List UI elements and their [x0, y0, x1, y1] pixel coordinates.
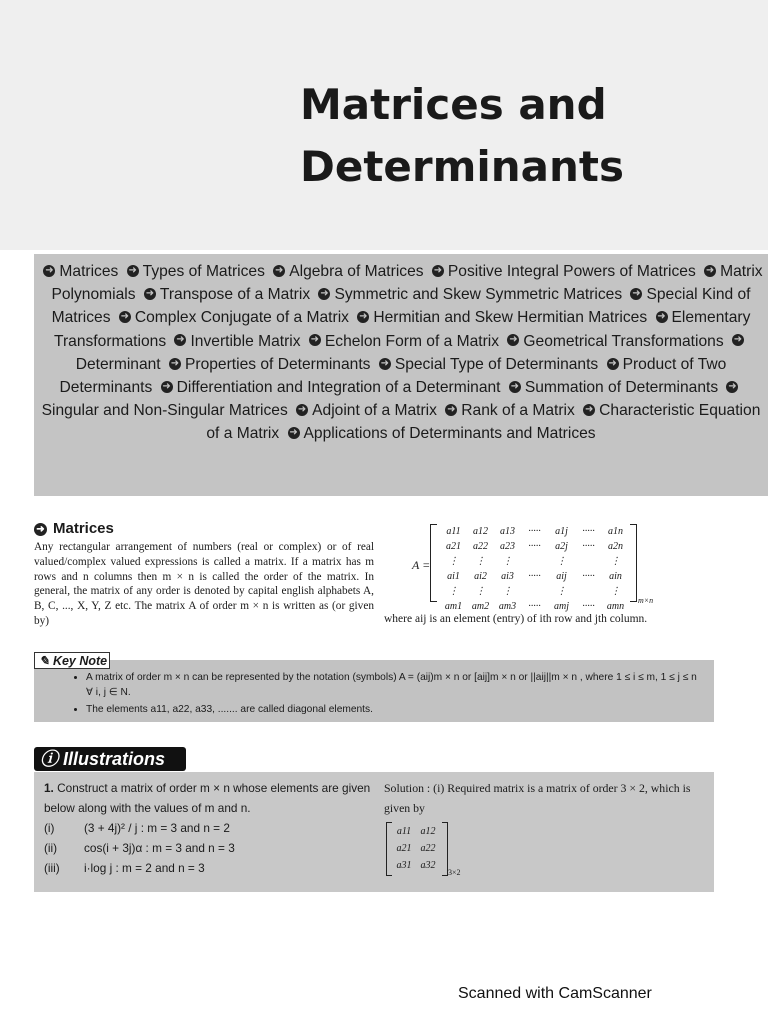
matrix-row — [392, 840, 440, 857]
topic-item: Product of Two Determinants — [59, 355, 727, 397]
part-number: (i) — [44, 821, 55, 835]
problem-1 — [44, 778, 374, 878]
part-number: (ii) — [44, 841, 58, 855]
section-heading-text: Matrices — [53, 520, 114, 537]
matrix-element: a13 — [500, 526, 515, 537]
key-note-label — [34, 652, 110, 669]
matrix-element — [521, 554, 548, 569]
key-note-box — [34, 660, 714, 722]
matrix-element: ····· — [528, 601, 541, 612]
matrix-elements — [440, 524, 629, 614]
arrow-bullet-icon: ➜ — [733, 334, 743, 346]
matrix-element: a11 — [446, 526, 461, 537]
matrix-element: a1j — [555, 526, 568, 537]
arrow-bullet-icon: ➜ — [584, 404, 594, 416]
left-bracket — [430, 524, 437, 602]
matrix-element: ····· — [528, 571, 541, 582]
arrow-bullet-icon: ➜ — [320, 288, 329, 300]
matrix-element: amj — [554, 601, 569, 612]
topic-item: Elementary Transformations — [54, 309, 751, 350]
topic-item: Adjoint of a Matrix — [312, 402, 437, 420]
matrix-element: ····· — [582, 526, 595, 537]
matrix-element: a1n — [608, 526, 623, 537]
matrix-row — [392, 857, 440, 874]
arrow-bullet-icon: ➜ — [34, 523, 47, 536]
topic-item: Matrix Polynomials — [51, 263, 763, 304]
topic-item: Differentiation and Integration of a Determinant — [176, 379, 501, 397]
matrix-element: ai3 — [501, 571, 514, 582]
topic-item: Determinant — [75, 355, 161, 373]
topic-item: Positive Integral Powers of Matrices — [447, 263, 696, 280]
topic-item: Transpose of a Matrix — [159, 286, 311, 304]
right-bracket — [630, 524, 637, 602]
arrow-bullet-icon: ➜ — [510, 380, 520, 392]
solution-matrix — [386, 822, 461, 878]
matrix-element: a21 — [396, 843, 412, 854]
matrix-element: a22 — [473, 541, 488, 552]
matrix-element: ⋮ — [556, 586, 567, 597]
arrow-bullet-icon: ➜ — [120, 311, 130, 323]
section-heading-matrices — [34, 520, 114, 537]
matrix-element: a31 — [396, 860, 412, 871]
arrow-bullet-icon: ➜ — [632, 288, 641, 300]
key-note-item: • A matrix of order m × n can be represented by the notation (symbols) A = (aij)m × n or [aij]m × n or ||aij||m × n , where 1 ≤ i ≤ m, 1 ≤ j ≤ n ∀ i, j ∈ N. — [86, 671, 700, 700]
topic-item: Summation of Determinants — [524, 379, 719, 397]
matrix-element: ⋮ — [475, 586, 486, 597]
matrix-element: a11 — [396, 826, 412, 837]
matrix-element: a2j — [555, 541, 568, 552]
key-note-item: • The elements a11, a22, a33, ....... are called diagonal elements. — [86, 703, 700, 718]
topic-item: Applications of Determinants and Matrices — [303, 425, 596, 443]
topic-item: Algebra of Matrices — [289, 263, 424, 280]
matrix-element: ai2 — [474, 571, 487, 582]
matrix-row — [440, 539, 629, 554]
matrix-element — [575, 554, 602, 569]
problem-part — [44, 838, 374, 858]
matrix-element: aij — [556, 571, 567, 582]
topic-item: Complex Conjugate of a Matrix — [134, 309, 349, 327]
arrow-bullet-icon: ➜ — [275, 264, 284, 276]
arrow-bullet-icon: ➜ — [705, 264, 715, 276]
arrow-bullet-icon: ➜ — [447, 404, 456, 416]
matrix-element: ····· — [582, 571, 595, 582]
matrix-element: amn — [606, 601, 625, 612]
matrix-element: a12 — [420, 826, 436, 837]
topic-item: Special Kind of Matrices — [51, 286, 751, 327]
arrow-bullet-icon: ➜ — [289, 427, 298, 439]
matrix-element: ····· — [582, 541, 595, 552]
chapter-title-line-2: Determinants — [300, 142, 625, 191]
topic-item: Echelon Form of a Matrix — [324, 332, 500, 350]
problem-number: 1. — [44, 781, 54, 795]
info-icon: ⓘ — [40, 749, 64, 769]
arrow-bullet-icon: ➜ — [433, 264, 443, 276]
illustrations-heading-text: Illustrations — [63, 749, 166, 769]
topic-item: Special Type of Determinants — [394, 355, 599, 373]
matrix-lhs: A = — [412, 558, 431, 572]
part-text: i·log j : m = 2 and n = 3 — [84, 861, 205, 875]
matrix-order: m×n — [638, 596, 654, 605]
arrow-bullet-icon: ➜ — [380, 357, 389, 369]
arrow-bullet-icon: ➜ — [45, 264, 54, 276]
part-text: (3 + 4j)² / j : m = 3 and n = 2 — [84, 821, 230, 835]
matrix-element: ····· — [528, 526, 541, 537]
solution-matrix-order: 3×2 — [448, 868, 461, 877]
arrow-bullet-icon: ➜ — [608, 357, 617, 369]
matrix-element: ⋮ — [610, 586, 621, 597]
arrow-bullet-icon: ➜ — [657, 311, 666, 323]
note-icon: ✎ — [39, 654, 53, 668]
matrices-definition-text: Any rectangular arrangement of numbers (real or complex) or of real valued/complex valued expressions is called a matrix. If a matrix has m rows and n columns then m × n is called the order of the matrix. In general, the matrix of any order is denoted by capital english alphabets A, B, C, ..., X, Y, Z etc. The matrix A of order m × n is written as (or given by) — [34, 541, 374, 627]
problem-part — [44, 858, 374, 878]
matrix-row — [440, 554, 629, 569]
part-text: cos(i + 3j)α : m = 3 and n = 3 — [84, 841, 235, 855]
solution-matrix-elements — [392, 823, 440, 874]
matrix-element — [575, 584, 602, 599]
topic-item: Geometrical Transformations — [523, 332, 724, 350]
matrix-element: a12 — [473, 526, 488, 537]
matrix-element: am2 — [471, 601, 490, 612]
matrix-element: ain — [609, 571, 622, 582]
matrix-element: ⋮ — [502, 556, 513, 567]
topics-banner — [34, 254, 768, 496]
solution-text: Solution : (i) Required matrix is a matrix of order 3 × 2, which is given by — [384, 781, 691, 815]
topic-item: Properties of Determinants — [184, 355, 371, 373]
chapter-title — [300, 74, 720, 198]
problem-part — [44, 818, 374, 838]
matrix-element: ⋮ — [448, 556, 459, 567]
topic-item: Singular and Non-Singular Matrices — [41, 402, 288, 420]
topic-item: Rank of a Matrix — [461, 402, 575, 420]
matrix-element: ⋮ — [556, 556, 567, 567]
arrow-bullet-icon: ➜ — [170, 357, 180, 369]
matrix-element: a21 — [446, 541, 461, 552]
matrix-element: ⋮ — [502, 586, 513, 597]
matrix-element: a2n — [608, 541, 623, 552]
matrix-caption: where aij is an element (entry) of ith row and jth column. — [384, 613, 648, 625]
arrow-bullet-icon: ➜ — [128, 264, 137, 276]
matrix-element: ⋮ — [475, 556, 486, 567]
matrix-element: am1 — [444, 601, 463, 612]
arrow-bullet-icon: ➜ — [162, 380, 171, 392]
arrow-bullet-icon: ➜ — [145, 288, 155, 300]
matrix-element: ai1 — [447, 571, 460, 582]
key-note-label-text: Key Note — [52, 654, 108, 668]
arrow-bullet-icon: ➜ — [359, 311, 368, 323]
arrow-bullet-icon: ➜ — [297, 404, 307, 416]
camscanner-watermark: Scanned with CamScanner — [458, 985, 652, 1002]
matrix-element: am3 — [498, 601, 517, 612]
chapter-title-line-1: Matrices and — [300, 80, 607, 129]
matrix-row — [392, 823, 440, 840]
arrow-bullet-icon: ➜ — [176, 334, 185, 346]
matrix-row — [440, 524, 629, 539]
matrix-row — [440, 569, 629, 584]
arrow-bullet-icon: ➜ — [509, 334, 518, 346]
arrow-bullet-icon: ➜ — [728, 380, 737, 392]
topic-item: Invertible Matrix — [190, 332, 301, 350]
matrix-element: ····· — [582, 601, 595, 612]
topic-item: Types of Matrices — [142, 263, 265, 280]
topic-item: Symmetric and Skew Symmetric Matrices — [334, 286, 623, 304]
matrix-element: a32 — [420, 860, 436, 871]
topic-item: Matrices — [59, 263, 119, 280]
problem-text: Construct a matrix of order m × n whose elements are given below along with the values of m and n. — [44, 781, 371, 815]
key-note-list — [74, 671, 700, 718]
problem-parts — [44, 818, 374, 878]
problem-statement — [44, 778, 374, 818]
topic-item: Characteristic Equation of a Matrix — [206, 402, 761, 443]
matrix-element: a22 — [420, 843, 436, 854]
part-number: (iii) — [44, 861, 60, 875]
matrix-element: a23 — [500, 541, 515, 552]
matrix-row — [440, 584, 629, 599]
illustrations-heading — [34, 747, 186, 771]
general-matrix — [412, 522, 654, 612]
arrow-bullet-icon: ➜ — [310, 334, 320, 346]
matrix-element: ⋮ — [448, 586, 459, 597]
matrix-row — [440, 599, 629, 614]
matrix-element: ⋮ — [610, 556, 621, 567]
topic-item: Hermitian and Skew Hermitian Matrices — [373, 309, 648, 327]
matrix-element — [521, 584, 548, 599]
matrix-element: ····· — [528, 541, 541, 552]
